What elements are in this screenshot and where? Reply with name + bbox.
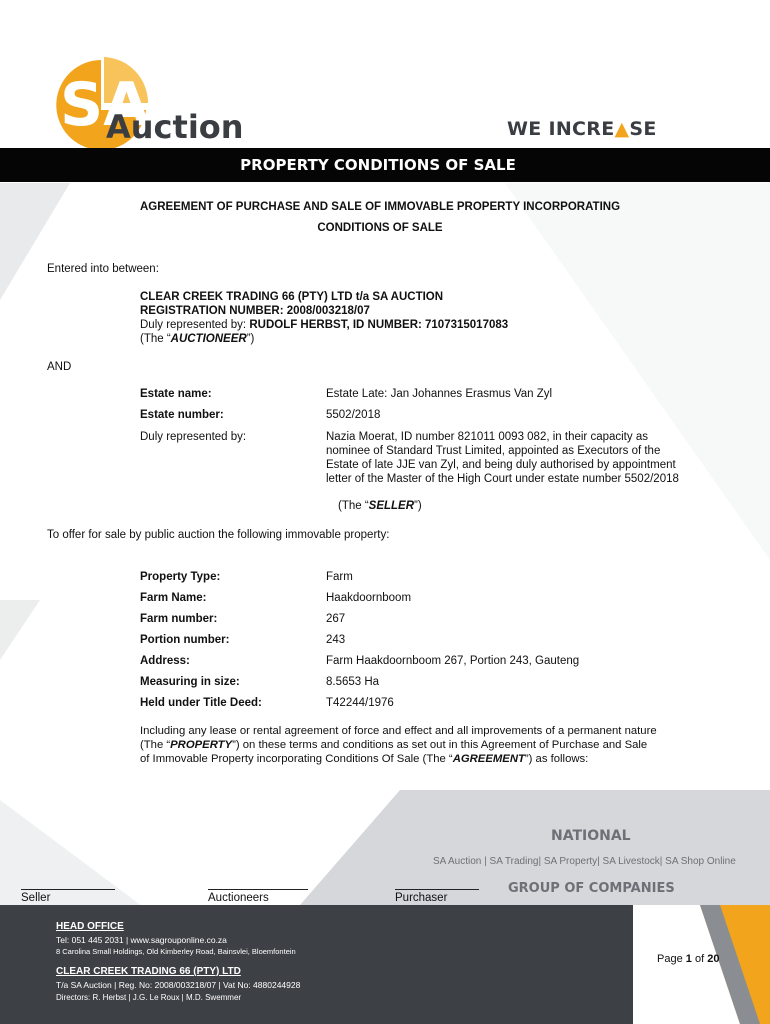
property-value: Farm xyxy=(326,571,353,583)
tagline-prefix: WE INCRE xyxy=(507,118,615,140)
tagline-suffix: SE xyxy=(629,118,657,140)
auctioneer-rep-label: Duly represented by: xyxy=(140,319,247,331)
seller-rep-label: Duly represented by: xyxy=(140,431,247,443)
property-label: Address: xyxy=(140,655,190,667)
sa-auction-logo xyxy=(56,55,261,150)
agreement-subtitle-line2: CONDITIONS OF SALE xyxy=(317,222,443,234)
including-line3-open: of Immovable Property incorporating Conditions Of Sale (The “ xyxy=(140,753,453,765)
tagline-triangle-icon: ▲ xyxy=(614,118,630,140)
auctioneer-rep-value: RUDOLF HERBST, ID NUMBER: 7107315017083 xyxy=(249,319,509,331)
seller-rep-line3: Estate of late JJE van Zyl, and being duly authorised by appointment xyxy=(326,459,676,471)
national-heading: NATIONAL xyxy=(551,828,631,844)
including-agreement-term: AGREEMENT xyxy=(452,753,525,765)
seller-signature-line[interactable] xyxy=(21,889,115,890)
auctioneer-role-open: (The “ xyxy=(140,333,171,345)
page-current: 1 xyxy=(685,953,692,965)
seller-rep-line1: Nazia Moerat, ID number 821011 0093 082, in their capacity as xyxy=(326,431,648,443)
seller-role xyxy=(338,499,422,513)
company-heading: CLEAR CREEK TRADING 66 (PTY) LTD xyxy=(56,966,241,977)
property-label: Measuring in size: xyxy=(140,676,240,688)
including-property-term: PROPERTY xyxy=(170,739,233,751)
page-title: PROPERTY CONDITIONS OF SALE xyxy=(240,156,516,174)
page-of: of xyxy=(694,953,705,965)
property-label: Property Type: xyxy=(140,571,221,583)
including-line3-rest: ”) as follows: xyxy=(524,753,589,765)
property-value: 8.5653 Ha xyxy=(326,676,380,688)
page-number xyxy=(657,952,719,966)
company-directors: Directors: R. Herbst | J.G. Le Roux | M.D. Swemmer xyxy=(56,993,242,1002)
property-label: Farm Name: xyxy=(140,592,207,604)
logo-word: Auction xyxy=(106,108,244,146)
auctioneer-company: CLEAR CREEK TRADING 66 (PTY) LTD t/a SA AUCTION xyxy=(140,291,444,303)
including-line2-rest: ”) on these terms and conditions as set out in this Agreement of Purchase and Sale xyxy=(232,739,648,751)
head-office-address: 8 Carolina Small Holdings, Old Kimberley Road, Bainsvlei, Bloemfontein xyxy=(56,947,296,956)
company-registration: T/a SA Auction | Reg. No: 2008/003218/07 | Vat No: 4880244928 xyxy=(56,980,301,990)
offer-text: To offer for sale by public auction the following immovable property: xyxy=(47,529,390,541)
seller-signature-label: Seller xyxy=(21,892,51,904)
auctioneers-signature-line[interactable] xyxy=(208,889,308,890)
auctioneer-role xyxy=(140,332,254,346)
brands-list: SA Auction | SA Trading| SA Property| SA Livestock| SA Shop Online xyxy=(433,856,736,867)
seller-role-open: (The “ xyxy=(338,500,369,512)
property-value: Farm Haakdoornboom 267, Portion 243, Gauteng xyxy=(326,655,580,667)
and-text: AND xyxy=(47,361,72,373)
auctioneer-representative xyxy=(140,318,508,332)
property-value: 267 xyxy=(326,613,346,625)
property-value: T42244/1976 xyxy=(326,697,394,709)
including-line1: Including any lease or rental agreement of force and effect and all improvements of a permanent nature xyxy=(140,725,657,737)
auctioneer-registration: REGISTRATION NUMBER: 2008/003218/07 xyxy=(140,305,370,317)
agreement-subtitle-line1: AGREEMENT OF PURCHASE AND SALE OF IMMOVABLE PROPERTY INCORPORATING xyxy=(139,201,621,213)
auctioneer-role-close: ”) xyxy=(246,333,255,345)
estate-name-value: Estate Late: Jan Johannes Erasmus Van Zyl xyxy=(326,388,553,400)
property-label: Held under Title Deed: xyxy=(140,697,262,709)
estate-number-value: 5502/2018 xyxy=(326,409,381,421)
estate-number-label: Estate number: xyxy=(140,409,224,421)
seller-rep-line2: nominee of Standard Trust Limited, appointed as Executors of the xyxy=(326,445,661,457)
head-office-heading: HEAD OFFICE xyxy=(56,921,124,932)
entered-into-text: Entered into between: xyxy=(47,263,159,275)
auctioneers-signature-label: Auctioneers xyxy=(208,892,269,904)
property-value: 243 xyxy=(326,634,346,646)
page-total: 20 xyxy=(707,953,720,965)
seller-role-close: ”) xyxy=(414,500,422,512)
including-line3 xyxy=(140,752,588,766)
purchaser-signature-label: Purchaser xyxy=(395,892,448,904)
including-line2 xyxy=(140,738,647,752)
auctioneer-role-name: AUCTIONEER xyxy=(170,333,247,345)
logo-initials: SA xyxy=(60,70,150,140)
property-label: Portion number: xyxy=(140,634,230,646)
tagline xyxy=(507,118,657,140)
head-office-contact: Tel: 051 445 2031 | www.sagrouponline.co.za xyxy=(56,935,227,945)
seller-role-name: SELLER xyxy=(368,500,415,512)
including-line2-open: (The “ xyxy=(140,739,171,751)
group-heading: GROUP OF COMPANIES xyxy=(508,881,675,896)
purchaser-signature-line[interactable] xyxy=(395,889,479,890)
seller-rep-line4: letter of the Master of the High Court under estate number 5502/2018 xyxy=(326,473,679,485)
estate-name-label: Estate name: xyxy=(140,388,212,400)
property-label: Farm number: xyxy=(140,613,218,625)
page-prefix: Page xyxy=(657,953,683,965)
property-value: Haakdoornboom xyxy=(326,592,412,604)
